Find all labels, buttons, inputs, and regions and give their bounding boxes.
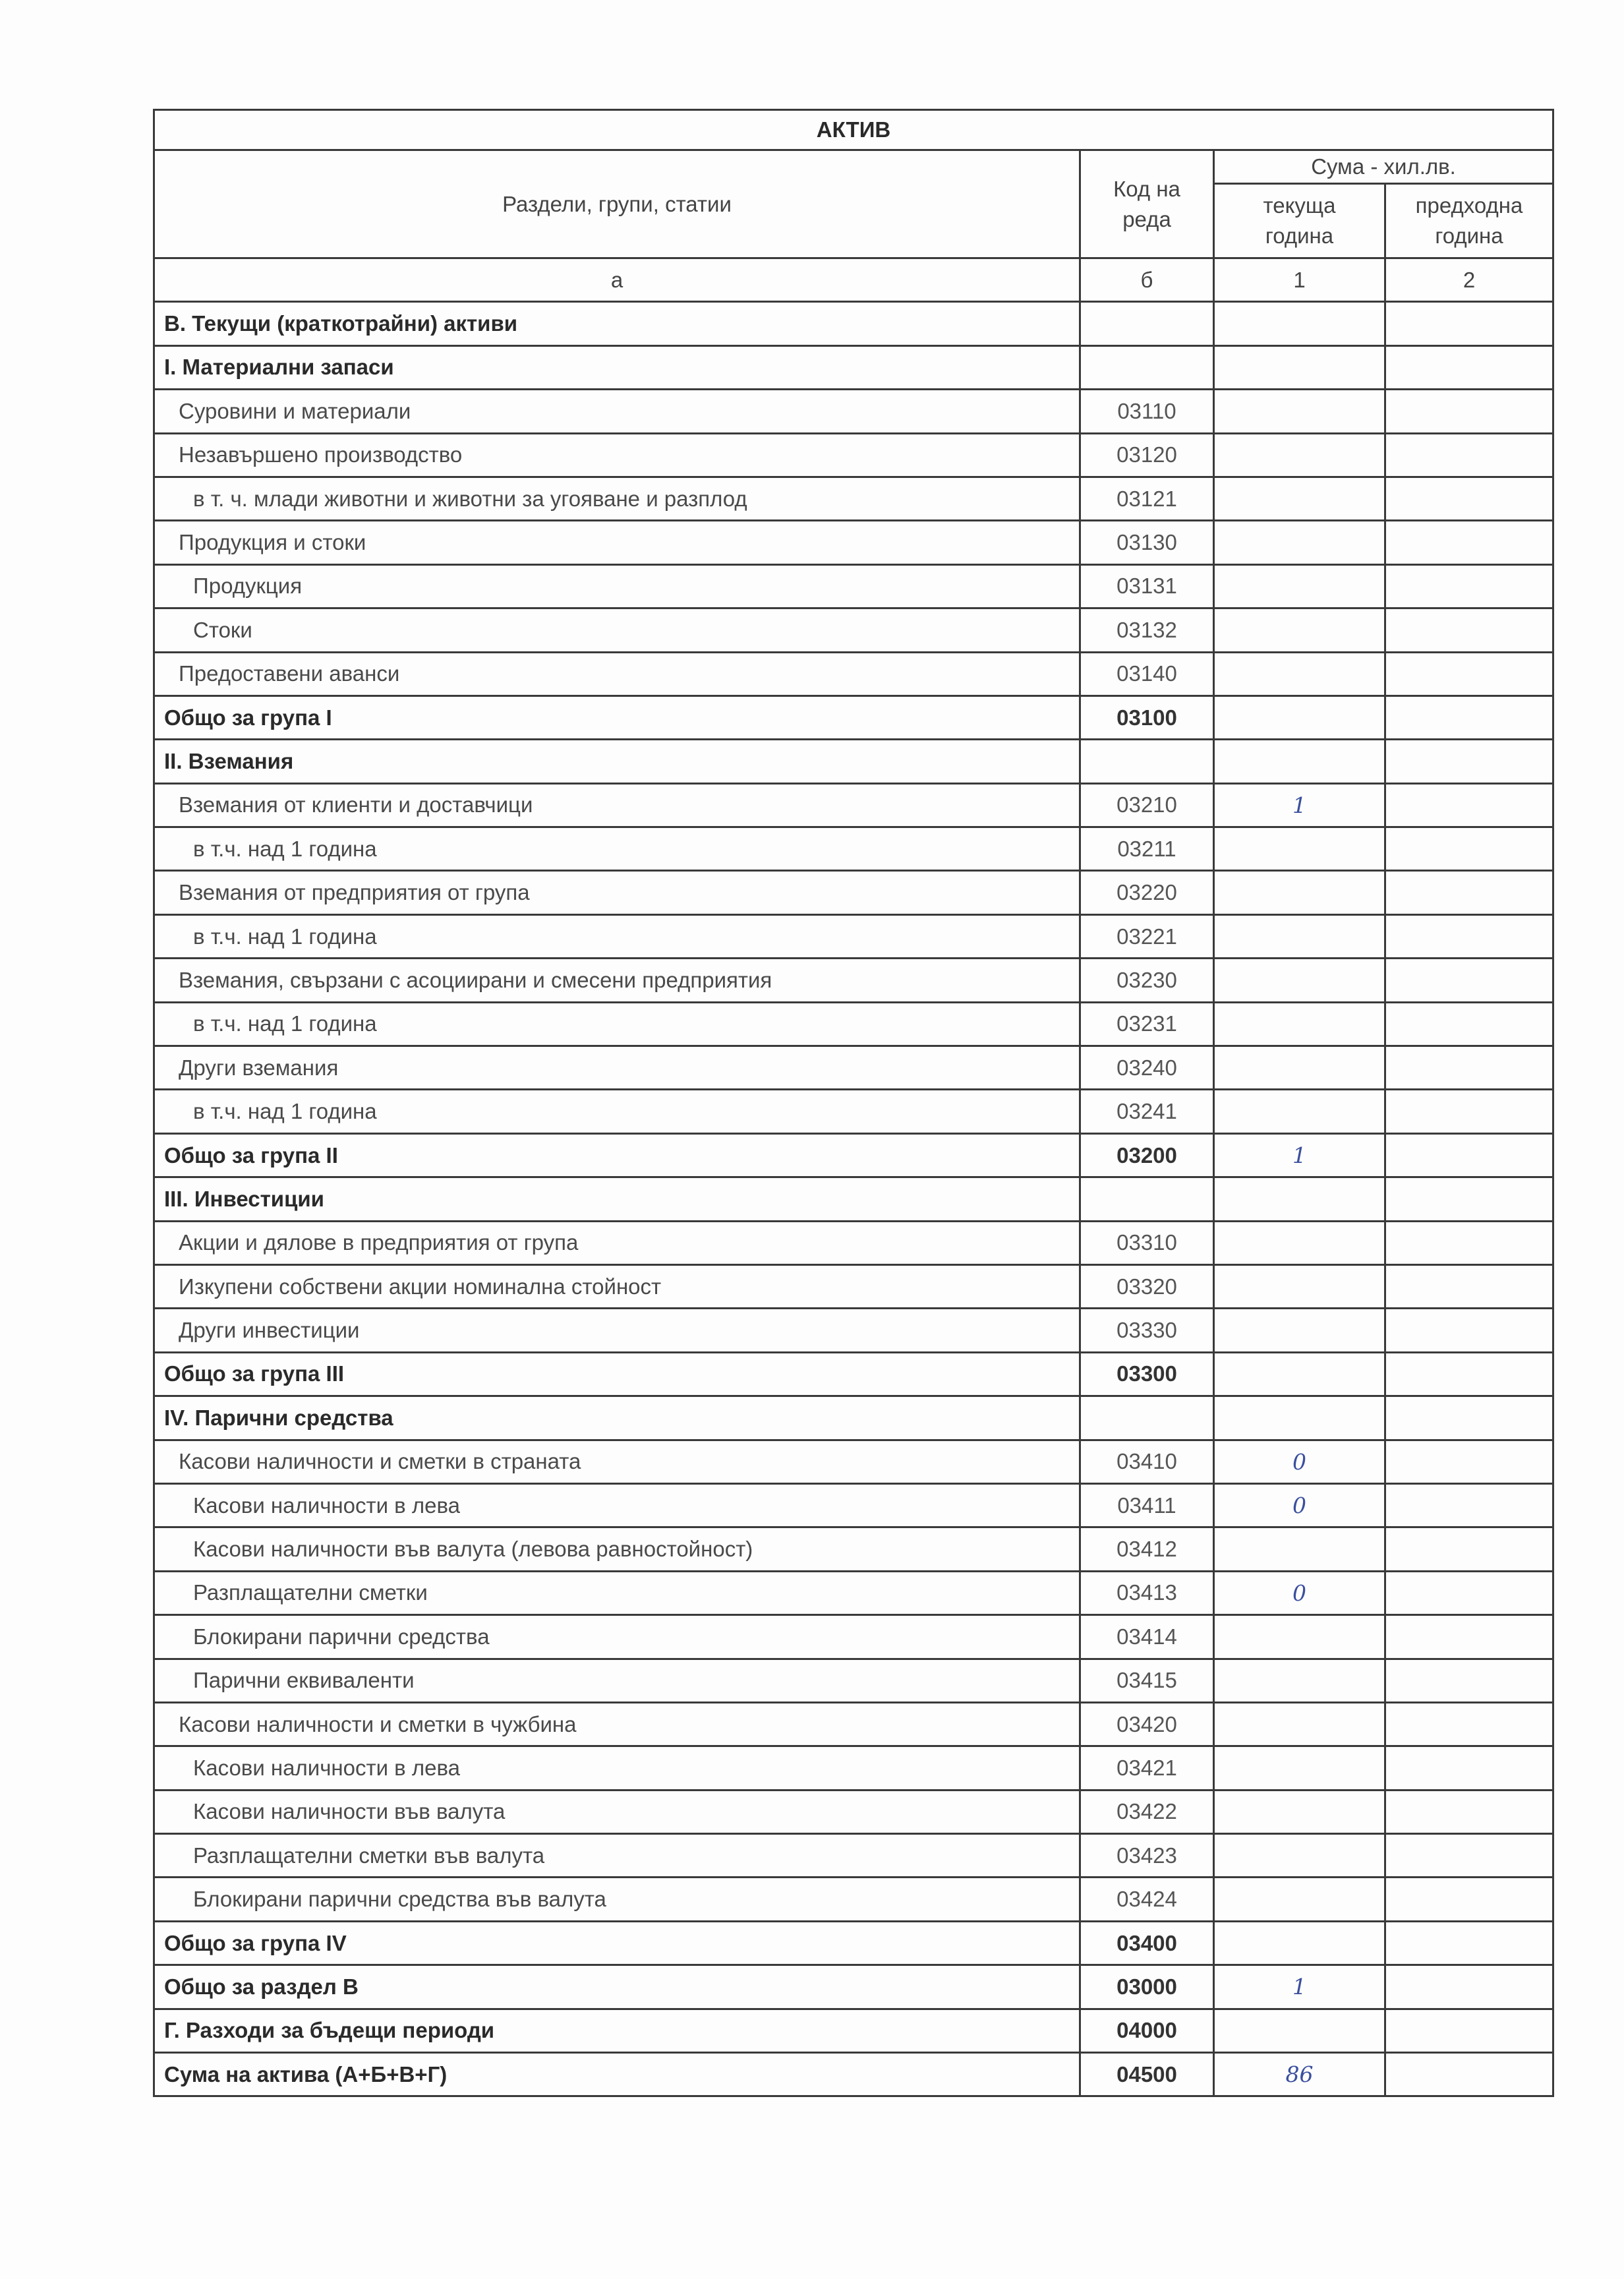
row-label: Разплащателни сметки във валута	[154, 1834, 1080, 1878]
previous-year-value-field[interactable]	[1385, 1309, 1553, 1352]
previous-year-value-field[interactable]	[1385, 345, 1553, 389]
previous-year-value-field[interactable]	[1385, 1571, 1553, 1614]
table-row	[154, 1834, 1553, 1878]
row-code: 03421	[1080, 1746, 1214, 1790]
table-row	[154, 521, 1553, 564]
current-year-value-field[interactable]: 1	[1214, 1133, 1385, 1177]
previous-year-value-field[interactable]	[1385, 827, 1553, 871]
header-current-line2: година	[1265, 223, 1334, 248]
row-label: в т. ч. млади животни и животни за угояване и разплод	[154, 477, 1080, 520]
row-code: 03400	[1080, 1921, 1214, 1965]
table-row	[154, 871, 1553, 914]
row-code	[1080, 740, 1214, 783]
row-label: Касови наличности и сметки в страната	[154, 1440, 1080, 1483]
row-label: Акции и дялове в предприятия от група	[154, 1221, 1080, 1264]
row-code: 03300	[1080, 1352, 1214, 1396]
table-row	[154, 1046, 1553, 1090]
row-code: 03100	[1080, 696, 1214, 739]
header-previous-year	[1385, 184, 1553, 258]
previous-year-value-field[interactable]	[1385, 1483, 1553, 1527]
current-year-value-field[interactable]	[1214, 1090, 1385, 1133]
current-year-value-field[interactable]	[1214, 1921, 1385, 1965]
current-year-value-field[interactable]: 0	[1214, 1483, 1385, 1527]
row-label: III. Инвестиции	[154, 1177, 1080, 1221]
current-year-value-field[interactable]	[1214, 1615, 1385, 1659]
row-label: Вземания от клиенти и доставчици	[154, 783, 1080, 827]
table-row	[154, 696, 1553, 739]
previous-year-value-field[interactable]	[1385, 1090, 1553, 1133]
table-row	[154, 2009, 1553, 2052]
header-previous-line1: предходна	[1415, 193, 1523, 218]
row-code: 03310	[1080, 1221, 1214, 1264]
previous-year-value-field[interactable]	[1385, 1878, 1553, 1921]
table-row	[154, 652, 1553, 696]
row-label: Общо за раздел В	[154, 1965, 1080, 2009]
previous-year-value-field[interactable]	[1385, 390, 1553, 433]
row-label: Вземания, свързани с асоциирани и смесени предприятия	[154, 959, 1080, 1002]
header-letter-b: б	[1080, 258, 1214, 302]
table-row	[154, 1527, 1553, 1571]
previous-year-value-field[interactable]	[1385, 433, 1553, 477]
table-row	[154, 1396, 1553, 1440]
row-code: 03415	[1080, 1659, 1214, 1702]
header-label-column: Раздели, групи, статии	[154, 150, 1080, 258]
current-year-value-field[interactable]	[1214, 1659, 1385, 1702]
previous-year-value-field[interactable]	[1385, 1352, 1553, 1396]
row-code: 03320	[1080, 1264, 1214, 1308]
previous-year-value-field[interactable]	[1385, 1527, 1553, 1571]
previous-year-value-field[interactable]	[1385, 1965, 1553, 2009]
row-code	[1080, 1396, 1214, 1440]
previous-year-value-field[interactable]	[1385, 2053, 1553, 2096]
title-row	[154, 110, 1553, 150]
header-letter-a: а	[154, 258, 1080, 302]
header-letter-2: 2	[1385, 258, 1553, 302]
current-year-value-field[interactable]	[1214, 914, 1385, 958]
row-code	[1080, 1177, 1214, 1221]
table-row	[154, 1264, 1553, 1308]
row-label: Незавършено производство	[154, 433, 1080, 477]
table-row	[154, 390, 1553, 433]
header-sum-group: Сума - хил.лв.	[1214, 150, 1553, 184]
row-code: 03412	[1080, 1527, 1214, 1571]
current-year-value-field[interactable]	[1214, 1396, 1385, 1440]
current-year-value-field[interactable]	[1214, 827, 1385, 871]
row-code: 03422	[1080, 1790, 1214, 1833]
current-year-value-field[interactable]	[1214, 696, 1385, 739]
previous-year-value-field[interactable]	[1385, 521, 1553, 564]
table-row	[154, 1746, 1553, 1790]
current-year-value-field[interactable]	[1214, 1702, 1385, 1746]
table-row	[154, 1002, 1553, 1046]
row-label: IV. Парични средства	[154, 1396, 1080, 1440]
table-row	[154, 345, 1553, 389]
table-row	[154, 1177, 1553, 1221]
row-code: 03410	[1080, 1440, 1214, 1483]
table-row	[154, 1571, 1553, 1614]
row-code: 03140	[1080, 652, 1214, 696]
table-row	[154, 1440, 1553, 1483]
row-label: Общо за група II	[154, 1133, 1080, 1177]
previous-year-value-field[interactable]	[1385, 1133, 1553, 1177]
previous-year-value-field[interactable]	[1385, 564, 1553, 608]
current-year-value-field[interactable]	[1214, 1046, 1385, 1090]
row-code	[1080, 302, 1214, 345]
previous-year-value-field[interactable]	[1385, 1702, 1553, 1746]
previous-year-value-field[interactable]	[1385, 302, 1553, 345]
table-row	[154, 1965, 1553, 2009]
row-label: в т.ч. над 1 година	[154, 1090, 1080, 1133]
current-year-value-field[interactable]	[1214, 1221, 1385, 1264]
row-code: 03420	[1080, 1702, 1214, 1746]
row-label: Изкупени собствени акции номинална стойност	[154, 1264, 1080, 1308]
row-label: Други инвестиции	[154, 1309, 1080, 1352]
row-code: 03210	[1080, 783, 1214, 827]
previous-year-value-field[interactable]	[1385, 1659, 1553, 1702]
header-current-year	[1214, 184, 1385, 258]
table-row	[154, 1090, 1553, 1133]
header-letters-row	[154, 258, 1553, 302]
row-code: 03120	[1080, 433, 1214, 477]
row-label: Суровини и материали	[154, 390, 1080, 433]
previous-year-value-field[interactable]	[1385, 477, 1553, 520]
previous-year-value-field[interactable]	[1385, 1177, 1553, 1221]
previous-year-value-field[interactable]	[1385, 2009, 1553, 2052]
row-label: Касови наличности в лева	[154, 1746, 1080, 1790]
current-year-value-field[interactable]	[1214, 564, 1385, 608]
current-year-value-field[interactable]	[1214, 1264, 1385, 1308]
previous-year-value-field[interactable]	[1385, 696, 1553, 739]
table-row	[154, 302, 1553, 345]
row-label: в т.ч. над 1 година	[154, 827, 1080, 871]
row-code: 03000	[1080, 1965, 1214, 2009]
row-label: Блокирани парични средства	[154, 1615, 1080, 1659]
row-code: 03424	[1080, 1878, 1214, 1921]
row-code: 03220	[1080, 871, 1214, 914]
row-code: 03130	[1080, 521, 1214, 564]
row-label: В. Текущи (краткотрайни) активи	[154, 302, 1080, 345]
previous-year-value-field[interactable]	[1385, 914, 1553, 958]
row-code: 03411	[1080, 1483, 1214, 1527]
row-code	[1080, 345, 1214, 389]
table-row	[154, 827, 1553, 871]
row-code: 03231	[1080, 1002, 1214, 1046]
row-label: Вземания от предприятия от група	[154, 871, 1080, 914]
row-label: Г. Разходи за бъдещи периоди	[154, 2009, 1080, 2052]
row-label: Продукция и стоки	[154, 521, 1080, 564]
table-row	[154, 1309, 1553, 1352]
current-year-value-field[interactable]	[1214, 345, 1385, 389]
row-label: Стоки	[154, 608, 1080, 652]
row-label: Други вземания	[154, 1046, 1080, 1090]
previous-year-value-field[interactable]	[1385, 740, 1553, 783]
previous-year-value-field[interactable]	[1385, 1264, 1553, 1308]
previous-year-value-field[interactable]	[1385, 1834, 1553, 1878]
previous-year-value-field[interactable]	[1385, 1790, 1553, 1833]
current-year-value-field[interactable]	[1214, 477, 1385, 520]
current-year-value-field[interactable]	[1214, 608, 1385, 652]
asset-balance-table	[153, 109, 1554, 2097]
table-row	[154, 433, 1553, 477]
table-row	[154, 1659, 1553, 1702]
previous-year-value-field[interactable]	[1385, 1002, 1553, 1046]
current-year-value-field[interactable]	[1214, 1309, 1385, 1352]
row-label: II. Вземания	[154, 740, 1080, 783]
header-row-main	[154, 150, 1553, 184]
row-code: 03413	[1080, 1571, 1214, 1614]
current-year-value-field[interactable]	[1214, 1746, 1385, 1790]
table-row	[154, 740, 1553, 783]
row-code: 04500	[1080, 2053, 1214, 2096]
row-label: Общо за група I	[154, 696, 1080, 739]
current-year-value-field[interactable]: 0	[1214, 1440, 1385, 1483]
table-row	[154, 783, 1553, 827]
row-label: Разплащателни сметки	[154, 1571, 1080, 1614]
previous-year-value-field[interactable]	[1385, 1921, 1553, 1965]
row-code: 03423	[1080, 1834, 1214, 1878]
header-previous-line2: година	[1435, 223, 1503, 248]
previous-year-value-field[interactable]	[1385, 1440, 1553, 1483]
current-year-value-field[interactable]: 1	[1214, 783, 1385, 827]
previous-year-value-field[interactable]	[1385, 1221, 1553, 1264]
previous-year-value-field[interactable]	[1385, 608, 1553, 652]
previous-year-value-field[interactable]	[1385, 959, 1553, 1002]
previous-year-value-field[interactable]	[1385, 1615, 1553, 1659]
row-code: 03330	[1080, 1309, 1214, 1352]
current-year-value-field[interactable]	[1214, 652, 1385, 696]
current-year-value-field[interactable]: 86	[1214, 2053, 1385, 2096]
row-label: в т.ч. над 1 година	[154, 914, 1080, 958]
current-year-value-field[interactable]	[1214, 1878, 1385, 1921]
header-current-line1: текуща	[1263, 193, 1336, 218]
table-row	[154, 1702, 1553, 1746]
table-row	[154, 1483, 1553, 1527]
previous-year-value-field[interactable]	[1385, 783, 1553, 827]
row-label: Продукция	[154, 564, 1080, 608]
table-row	[154, 1352, 1553, 1396]
previous-year-value-field[interactable]	[1385, 652, 1553, 696]
row-label: Касови наличности и сметки в чужбина	[154, 1702, 1080, 1746]
current-year-value-field[interactable]: 1	[1214, 1965, 1385, 2009]
table-row	[154, 914, 1553, 958]
row-code: 03132	[1080, 608, 1214, 652]
table-title: АКТИВ	[154, 110, 1553, 150]
current-year-value-field[interactable]	[1214, 1177, 1385, 1221]
previous-year-value-field[interactable]	[1385, 1046, 1553, 1090]
row-code: 03110	[1080, 390, 1214, 433]
row-code: 03414	[1080, 1615, 1214, 1659]
row-label: Общо за група III	[154, 1352, 1080, 1396]
current-year-value-field[interactable]	[1214, 1002, 1385, 1046]
table-row	[154, 477, 1553, 520]
current-year-value-field[interactable]	[1214, 1790, 1385, 1833]
row-code: 03240	[1080, 1046, 1214, 1090]
row-code: 04000	[1080, 2009, 1214, 2052]
current-year-value-field[interactable]	[1214, 2009, 1385, 2052]
current-year-value-field[interactable]	[1214, 521, 1385, 564]
row-code: 03200	[1080, 1133, 1214, 1177]
row-label: Предоставени аванси	[154, 652, 1080, 696]
table-row	[154, 564, 1553, 608]
table-row	[154, 1221, 1553, 1264]
header-code-column	[1080, 150, 1214, 258]
table-row	[154, 1133, 1553, 1177]
current-year-value-field[interactable]	[1214, 871, 1385, 914]
row-label: Общо за група IV	[154, 1921, 1080, 1965]
current-year-value-field[interactable]: 0	[1214, 1571, 1385, 1614]
current-year-value-field[interactable]	[1214, 740, 1385, 783]
row-label: Касови наличности във валута (левова равностойност)	[154, 1527, 1080, 1571]
row-label: I. Материални запаси	[154, 345, 1080, 389]
previous-year-value-field[interactable]	[1385, 871, 1553, 914]
current-year-value-field[interactable]	[1214, 1352, 1385, 1396]
row-label: Блокирани парични средства във валута	[154, 1878, 1080, 1921]
row-label: в т.ч. над 1 година	[154, 1002, 1080, 1046]
current-year-value-field[interactable]	[1214, 1834, 1385, 1878]
header-code-line2: реда	[1122, 206, 1171, 231]
table-row	[154, 1615, 1553, 1659]
current-year-value-field[interactable]	[1214, 390, 1385, 433]
table-row	[154, 2053, 1553, 2096]
table-row	[154, 608, 1553, 652]
row-code: 03241	[1080, 1090, 1214, 1133]
table-row	[154, 1878, 1553, 1921]
row-label: Касови наличности във валута	[154, 1790, 1080, 1833]
header-letter-1: 1	[1214, 258, 1385, 302]
previous-year-value-field[interactable]	[1385, 1746, 1553, 1790]
row-code: 03121	[1080, 477, 1214, 520]
current-year-value-field[interactable]	[1214, 959, 1385, 1002]
current-year-value-field[interactable]	[1214, 433, 1385, 477]
row-code: 03131	[1080, 564, 1214, 608]
table-row	[154, 959, 1553, 1002]
current-year-value-field[interactable]	[1214, 302, 1385, 345]
row-code: 03211	[1080, 827, 1214, 871]
row-label: Парични еквиваленти	[154, 1659, 1080, 1702]
row-code: 03230	[1080, 959, 1214, 1002]
row-label: Сума на актива (А+Б+В+Г)	[154, 2053, 1080, 2096]
row-label: Касови наличности в лева	[154, 1483, 1080, 1527]
current-year-value-field[interactable]	[1214, 1527, 1385, 1571]
row-code: 03221	[1080, 914, 1214, 958]
header-code-line1: Код на	[1113, 176, 1180, 201]
table-row	[154, 1790, 1553, 1833]
table-row	[154, 1921, 1553, 1965]
previous-year-value-field[interactable]	[1385, 1396, 1553, 1440]
